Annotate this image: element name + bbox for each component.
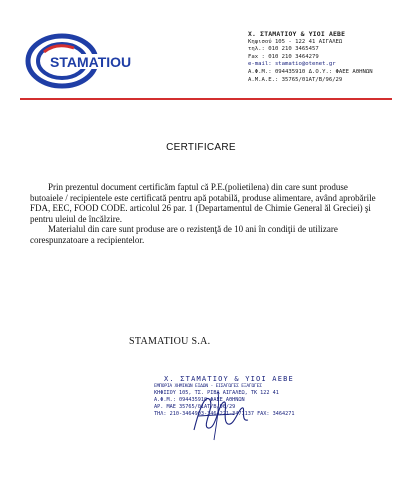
company-tax-id: Α.Φ.Μ.: 094435910 Δ.Ο.Υ.: ΦΑΕΕ ΑΘΗΝΩΝ bbox=[248, 68, 373, 75]
paragraph-resistance: Materialul din care sunt produse are o rezistenţă de 10 ani în condiţii de utilizare corespunzatoare a recipientelor. bbox=[30, 224, 338, 245]
document-body bbox=[30, 182, 376, 246]
logo-wordmark: STAMATIOU bbox=[50, 54, 132, 70]
company-contact-block bbox=[248, 31, 398, 84]
stamp-address: ΚΗΦΙΣΟΥ 105, ΤΣ. ΡΙΒΑ ΑΙΓΑΛΕΩ, ΤΚ 122 41 bbox=[154, 390, 279, 396]
stamp-phone-fax: ΤΗΛ: 210-3464903-3464221-3471137 FAX: 3464271 bbox=[154, 411, 295, 417]
header-divider bbox=[20, 98, 392, 100]
stamp-tax-id: Α.Φ.Μ.: 094435910 ΦΑΕΕ ΑΘΗΝΩΝ bbox=[154, 397, 245, 403]
company-address: Κηφισού 105 - 122 41 ΑΙΓΑΛΕΩ bbox=[248, 38, 343, 45]
paragraph-certification: Prin prezentul document certificăm faptul că P.E.(polietilena) din care sunt produse butoaiele / recipientele este certificată pentru apă potabilă, produse alimentare, având aprobările FDA, EEC, FOOD CODE. articolul 26 par. 1 (Departamentul de Chimie General ăl Greciei) şi pentru uleiul de încălzire. bbox=[30, 182, 376, 224]
signatory-name: STAMATIOU S.A. bbox=[129, 336, 211, 347]
document-title: CERTIFICARE bbox=[166, 142, 236, 153]
company-phone: τηλ.: 010 210 3465457 bbox=[248, 46, 319, 53]
handwritten-signature bbox=[188, 386, 256, 444]
company-email: e-mail: stamatio@otenet.gr bbox=[248, 61, 336, 68]
company-fax: Fax : 010 210 3464279 bbox=[248, 53, 319, 60]
company-name: Χ. ΣΤΑΜΑΤΙΟΥ & ΥΙΟΙ ΑΕΒΕ bbox=[248, 30, 346, 38]
stamp-company-name: Χ. ΣΤΑΜΑΤΙΟΥ & ΥΙΟΙ ΑΕΒΕ bbox=[164, 375, 294, 383]
stamatiou-logo bbox=[24, 32, 148, 90]
company-stamp bbox=[154, 376, 359, 418]
company-registration: Α.Μ.Α.Ε.: 35765/01ΑΤ/Β/96/29 bbox=[248, 76, 343, 83]
stamp-activity: ΕΜΠΟΡΙΑ ΧΗΜΙΚΩΝ ΕΙΔΩΝ - ΕΙΣΑΓΩΓΕΣ ΕΞΑΓΩΓΕΣ bbox=[154, 384, 262, 389]
stamp-registration: ΑΡ. ΜΑΕ 35765/01ΑΤ/Β/96/29 bbox=[154, 404, 236, 410]
